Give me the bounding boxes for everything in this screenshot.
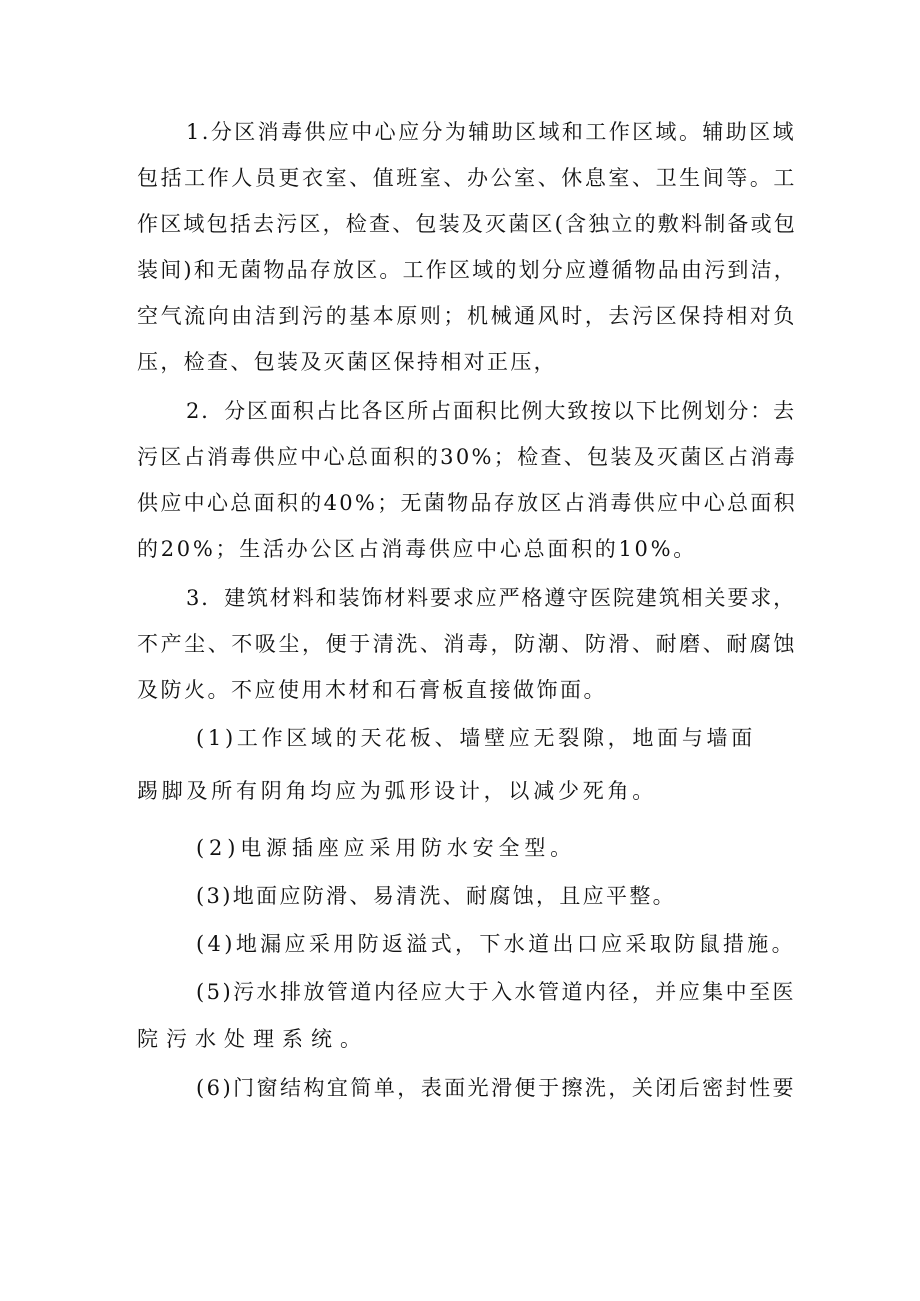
item-2-line-1: (2)电源插座应采用防水安全型。 [196, 836, 576, 860]
paragraph-2-line-3: 供应中心总面积的40%；无菌物品存放区占消毒供应中心总面积 [137, 491, 797, 515]
paragraph-1-line-6: 压，检查、包装及灭菌区保持相对正压， [137, 350, 557, 374]
paragraph-1-line-2: 包括工作人员更衣室、值班室、办公室、休息室、卫生间等。工 [137, 166, 797, 190]
item-5-line-2: 院污水处理系统。 [137, 1027, 369, 1051]
paragraph-3-line-1: 3．建筑材料和装饰材料要求应严格遵守医院建筑相关要求， [186, 586, 796, 610]
item-3-line-1: (3)地面应防滑、易清洗、耐腐蚀，且应平整。 [196, 884, 676, 908]
paragraph-1-line-3: 作区域包括去污区，检查、包装及灭菌区(含独立的敷料制备或包 [137, 212, 797, 236]
item-1-line-1: (1)工作区域的天花板、墙壁应无裂隙，地面与墙面 [196, 726, 756, 750]
paragraph-1-line-1: 1.分区消毒供应中心应分为辅助区域和工作区域。辅助区域 [186, 120, 796, 144]
paragraph-3-line-2: 不产尘、不吸尘，便于清洗、消毒，防潮、防滑、耐磨、耐腐蚀 [137, 632, 797, 656]
paragraph-2-line-1: 2．分区面积占比各区所占面积比例大致按以下比例划分：去 [186, 399, 796, 423]
paragraph-2-line-4: 的20%；生活办公区占消毒供应中心总面积的10%。 [137, 537, 697, 561]
item-1-line-2: 踢脚及所有阴角均应为弧形设计，以减少死角。 [137, 779, 657, 803]
item-4-line-1: (4)地漏应采用防返溢式，下水道出口应采取防鼠措施。 [196, 932, 796, 956]
paragraph-2-line-2: 污区占消毒供应中心总面积的30%；检查、包装及灭菌区占消毒 [137, 445, 797, 469]
paragraph-3-line-3: 及防火。不应使用木材和石膏板直接做饰面。 [137, 678, 607, 702]
paragraph-1-line-5: 空气流向由洁到污的基本原则；机械通风时，去污区保持相对负 [137, 304, 797, 328]
paragraph-1-line-4: 装间)和无菌物品存放区。工作区域的划分应遵循物品由污到洁， [137, 258, 797, 282]
item-6-line-1: (6)门窗结构宜简单，表面光滑便于擦洗，关闭后密封性要 [196, 1076, 796, 1100]
item-5-line-1: (5)污水排放管道内径应大于入水管道内径，并应集中至医 [196, 980, 796, 1004]
